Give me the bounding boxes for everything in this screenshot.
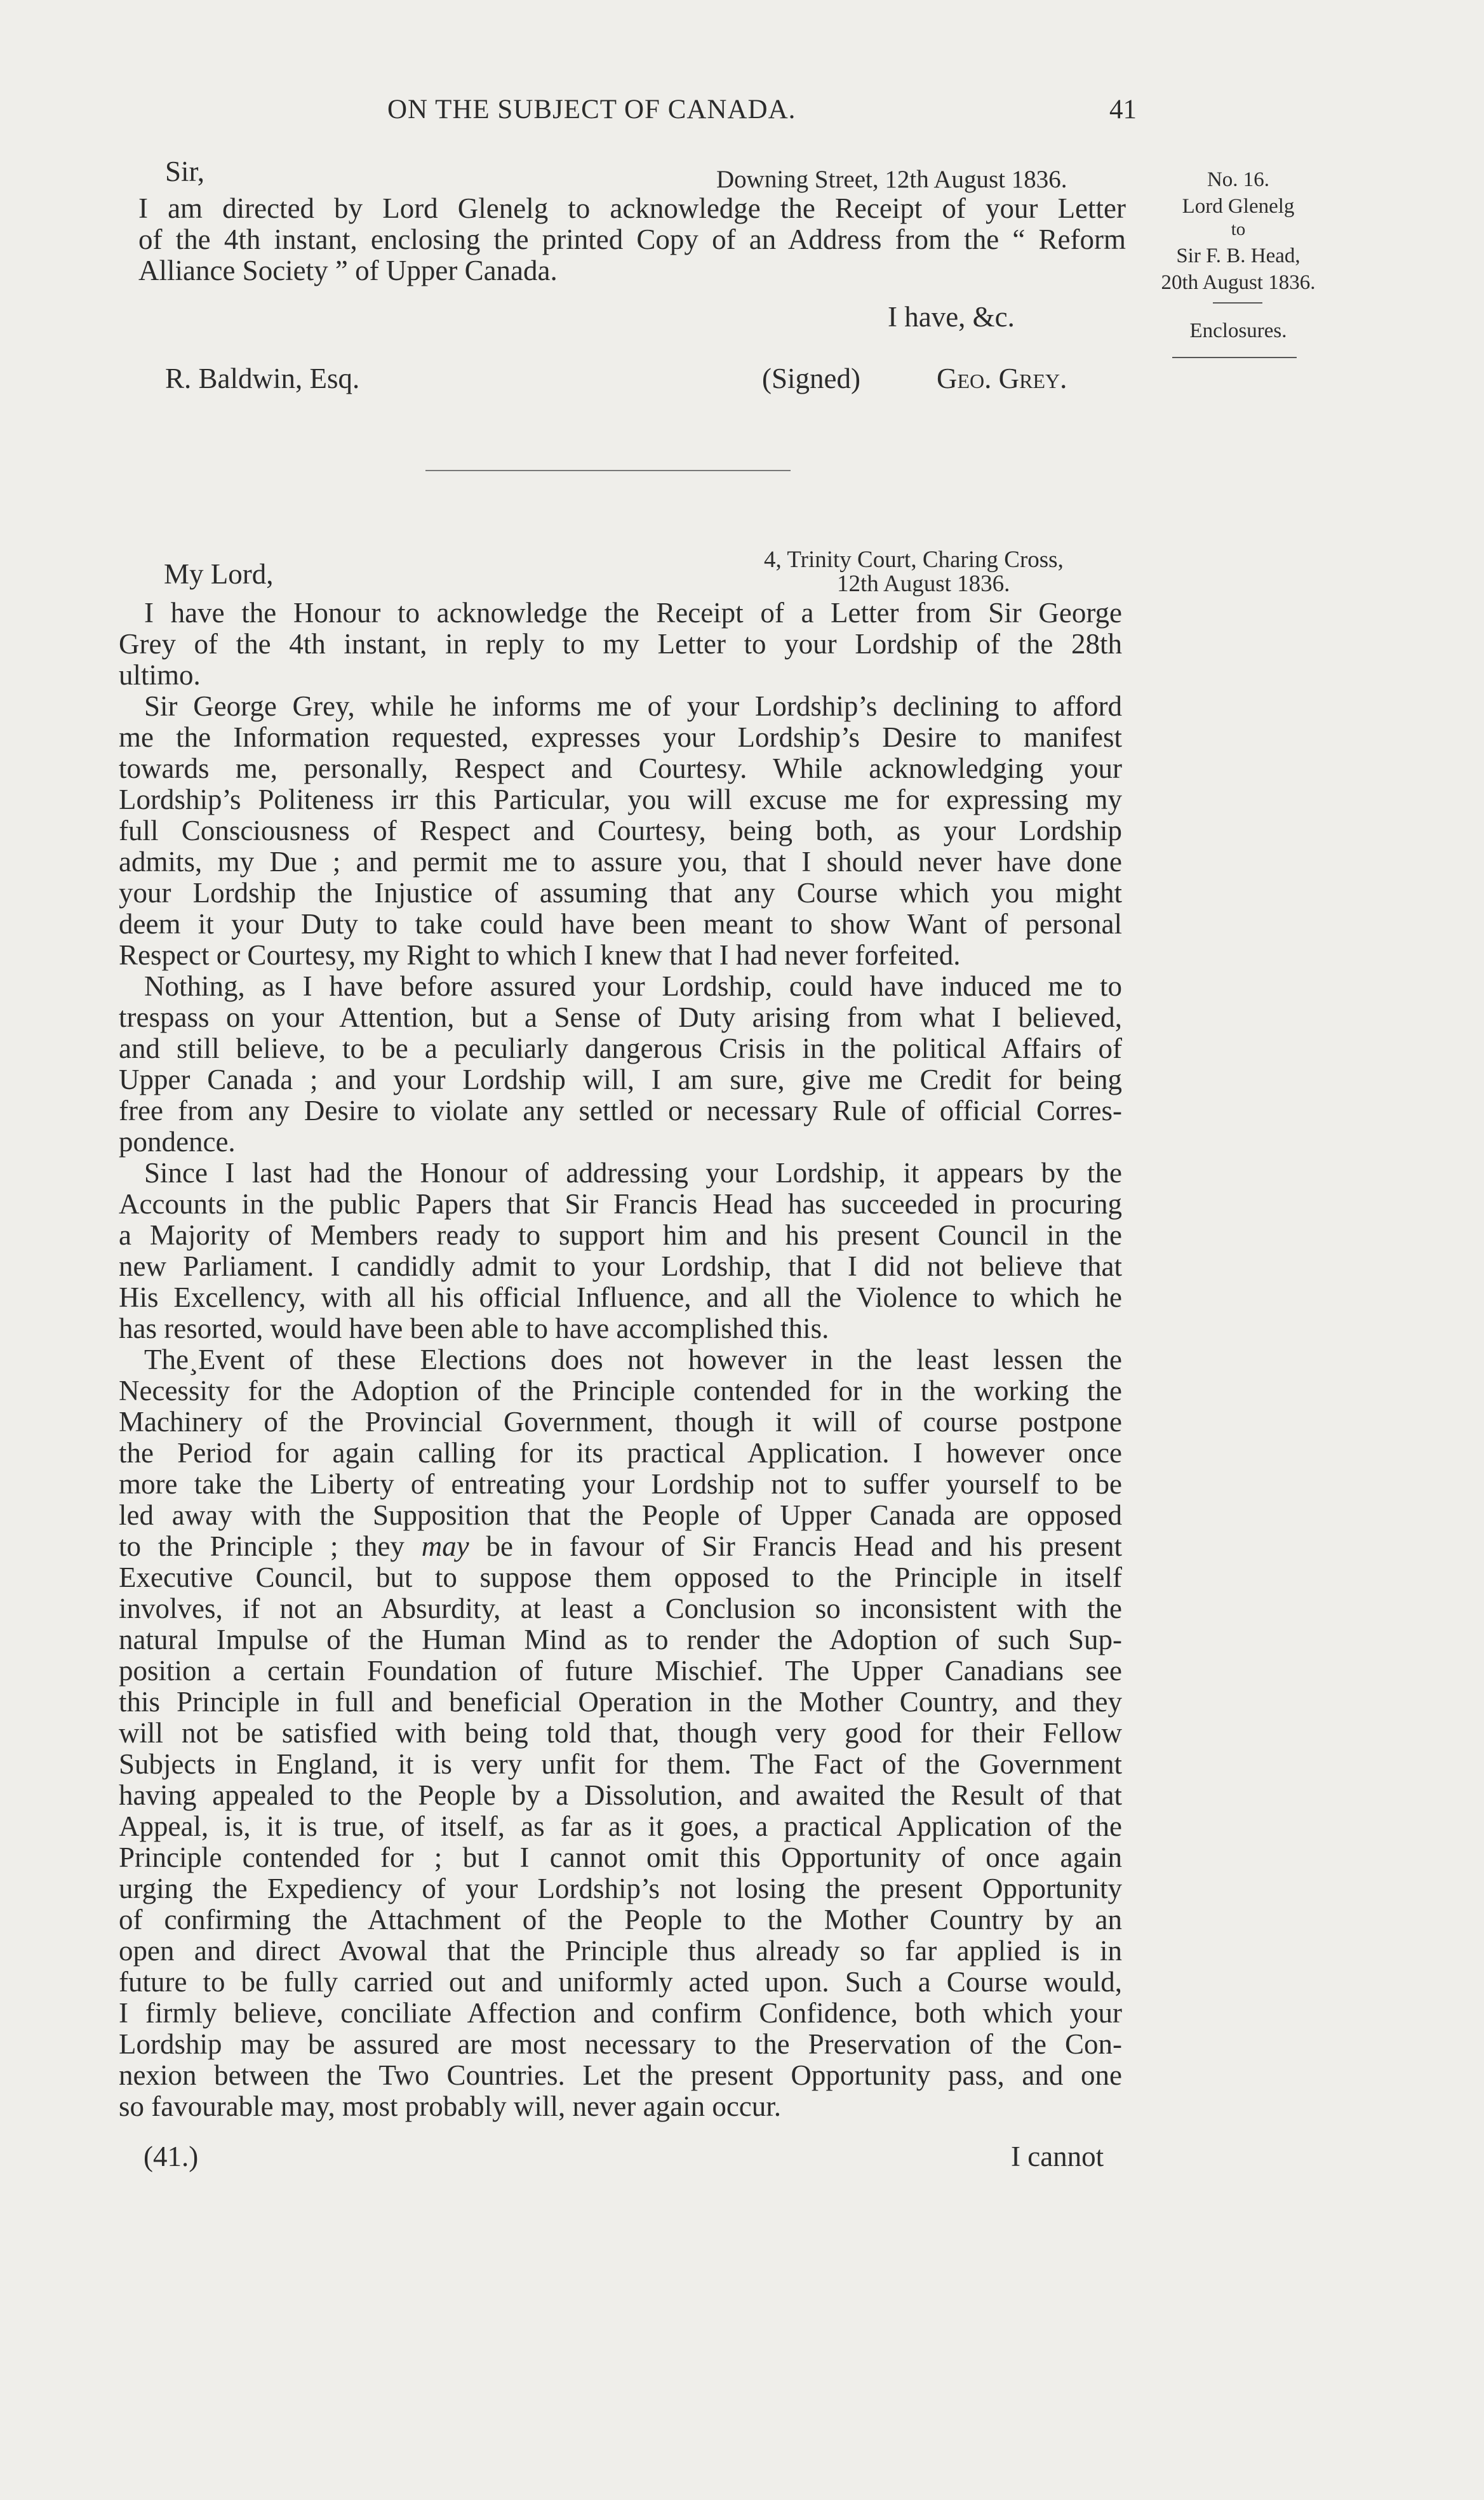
letter2-line: Lordship may be assured are most necessary to the Preservation of the Con- [119,2028,1122,2060]
letter2-line: having appealed to the People by a Dissolution, and awaited the Result of that [119,1779,1122,1811]
margin-note-date: 20th August 1836. [1161,271,1316,294]
letter2-line: a Majority of Members ready to support him and his present Council in the [119,1219,1122,1251]
letter1-body [138,193,1126,286]
letter2-line: I have the Honour to acknowledge the Receipt of a Letter from Sir George [144,597,1122,629]
letter2-address: 4, Trinity Court, Charing Cross, [764,547,1064,573]
letter2-line: position a certain Foundation of future Mischief. The Upper Canadians see [119,1655,1122,1687]
letter2-line: to the Principle ; they may be in favour of Sir Francis Head and his present [119,1530,1122,1562]
letter1-salutation: Sir, [165,156,204,187]
letter2-line: Grey of the 4th instant, in reply to my Letter to your Lordship of the 28th [119,628,1122,660]
letter2-line: ultimo. [119,659,201,691]
letter2-body [119,598,1122,2122]
letter2-line: so favourable may, most probably will, never again occur. [119,2090,782,2122]
letter2-line: Nothing, as I have before assured your Lordship, could have induced me to [144,970,1122,1002]
letter2-line: Subjects in England, it is very unfit for them. The Fact of the Government [119,1748,1122,1780]
letter2-line: Respect or Courtesy, my Right to which I knew that I had never forfeited. [119,939,961,971]
letter2-line: the Period for again calling for its practical Application. I however once [119,1437,1122,1469]
letter1-signature: Geo. Grey. [937,363,1067,394]
letter2-line: Sir George Grey, while he informs me of your Lordship’s declining to afford [144,690,1122,722]
letter2-line: future to be fully carried out and uniformly acted upon. Such a Course would, [119,1966,1122,1998]
letter2-line: me the Information requested, expresses your Lordship’s Desire to manifest [119,721,1122,753]
letter2-line: Lordship’s Politeness irr this Particular, you will excuse me for expressing my [119,784,1122,815]
letter2-line: Since I last had the Honour of addressing your Lordship, it appears by the [144,1157,1122,1189]
letter2-line: natural Impulse of the Human Mind as to render the Adoption of such Sup- [119,1624,1122,1655]
running-header [127,94,1137,132]
margin-note-enclosures: Enclosures. [1189,319,1287,342]
letter1-line: of the 4th instant, enclosing the printed Copy of an Address from the “ Reform [138,224,1126,255]
letter2-line: towards me, personally, Respect and Courtesy. While acknowledging your [119,752,1122,784]
letter2-line: admits, my Due ; and permit me to assure you, that I should never have done [119,846,1122,878]
margin-note-divider [1213,302,1262,304]
letter2-line: nexion between the Two Countries. Let the present Opportunity pass, and one [119,2059,1122,2091]
letter2-line: has resorted, would have been able to have accomplished this. [119,1313,829,1344]
letter2-salutation: My Lord, [164,558,274,590]
letter2-line: deem it your Duty to take could have been meant to show Want of personal [119,908,1122,940]
letter2-line: Machinery of the Provincial Government, though it will of course postpone [119,1406,1122,1438]
margin-note-to: Sir F. B. Head, [1176,244,1300,267]
letter1-closing: I have, &c. [888,301,1015,333]
letter2-line: new Parliament. I candidly admit to your Lordship, that I did not believe that [119,1250,1122,1282]
margin-note-from: Lord Glenelg [1182,195,1295,218]
letter1-dateline: Downing Street, 12th August 1836. [716,166,1067,193]
letter2-line: I firmly believe, conciliate Affection and confirm Confidence, both which your [119,1997,1122,2029]
letter1-line: I am directed by Lord Glenelg to acknowledge the Receipt of your Letter [138,192,1126,224]
emphasis-may: may [421,1530,469,1562]
letter2-line: urging the Expediency of your Lordship’s not losing the present Opportunity [119,1873,1122,1904]
page-number: 41 [1109,95,1137,124]
letter1-line: Alliance Society ” of Upper Canada. [138,255,558,286]
letter2-line: Upper Canada ; and your Lordship will, I am sure, give me Credit for being [119,1064,1122,1095]
letter2-line: Executive Council, but to suppose them opposed to the Principle in itself [119,1561,1122,1593]
letter1-signed: (Signed) [762,363,860,394]
letter2-line: and still believe, to be a peculiarly dangerous Crisis in the political Affairs of [119,1033,1122,1064]
letter2-line: His Excellency, with all his official Influence, and all the Violence to which he [119,1281,1122,1313]
letter2-line: led away with the Supposition that the People of Upper Canada are opposed [119,1499,1122,1531]
signature-mark: (41.) [144,2141,199,2172]
letter2-line: involves, if not an Absurdity, at least a Conclusion so inconsistent with the [119,1593,1122,1624]
letter2-line: will not be satisfied with being told that, though very good for their Fellow [119,1717,1122,1749]
letter2-line: this Principle in full and beneficial Operation in the Mother Country, and they [119,1686,1122,1718]
letter2-line: full Consciousness of Respect and Courtesy, being both, as your Lordship [119,815,1122,846]
letter2-date: 12th August 1836. [837,571,1010,597]
letter2-line: open and direct Avowal that the Principle thus already so far applied is in [119,1935,1122,1967]
margin-note-underline [1172,357,1297,358]
letter2-line: Necessity for the Adoption of the Principle contended for in the working the [119,1375,1122,1407]
letter2-line: free from any Desire to violate any settled or necessary Rule of official Corres- [119,1095,1122,1126]
letter1-recipient: R. Baldwin, Esq. [165,363,360,394]
section-divider [425,470,791,471]
margin-note-to-word: to [1231,219,1246,239]
letter2-line: more take the Liberty of entreating your Lordship not to suffer yourself to be [119,1468,1122,1500]
letter2-line: of confirming the Attachment of the People to the Mother Country by an [119,1904,1122,1935]
margin-note-number: No. 16. [1207,168,1270,191]
page-header-title: ON THE SUBJECT OF CANADA. [387,95,796,124]
letter2-line: pondence. [119,1126,236,1158]
letter2-line: your Lordship the Injustice of assuming that any Course which you might [119,877,1122,909]
catchword: I cannot [1011,2141,1104,2172]
letter2-line: Appeal, is, it is true, of itself, as far as it goes, a practical Application of the [119,1810,1122,1842]
letter2-line: The¸Event of these Elections does not however in the least lessen the [144,1344,1122,1375]
letter2-line: Accounts in the public Papers that Sir Francis Head has succeeded in procuring [119,1188,1122,1220]
letter2-line: Principle contended for ; but I cannot omit this Opportunity of once again [119,1842,1122,1873]
letter2-line: trespass on your Attention, but a Sense of Duty arising from what I believed, [119,1001,1122,1033]
